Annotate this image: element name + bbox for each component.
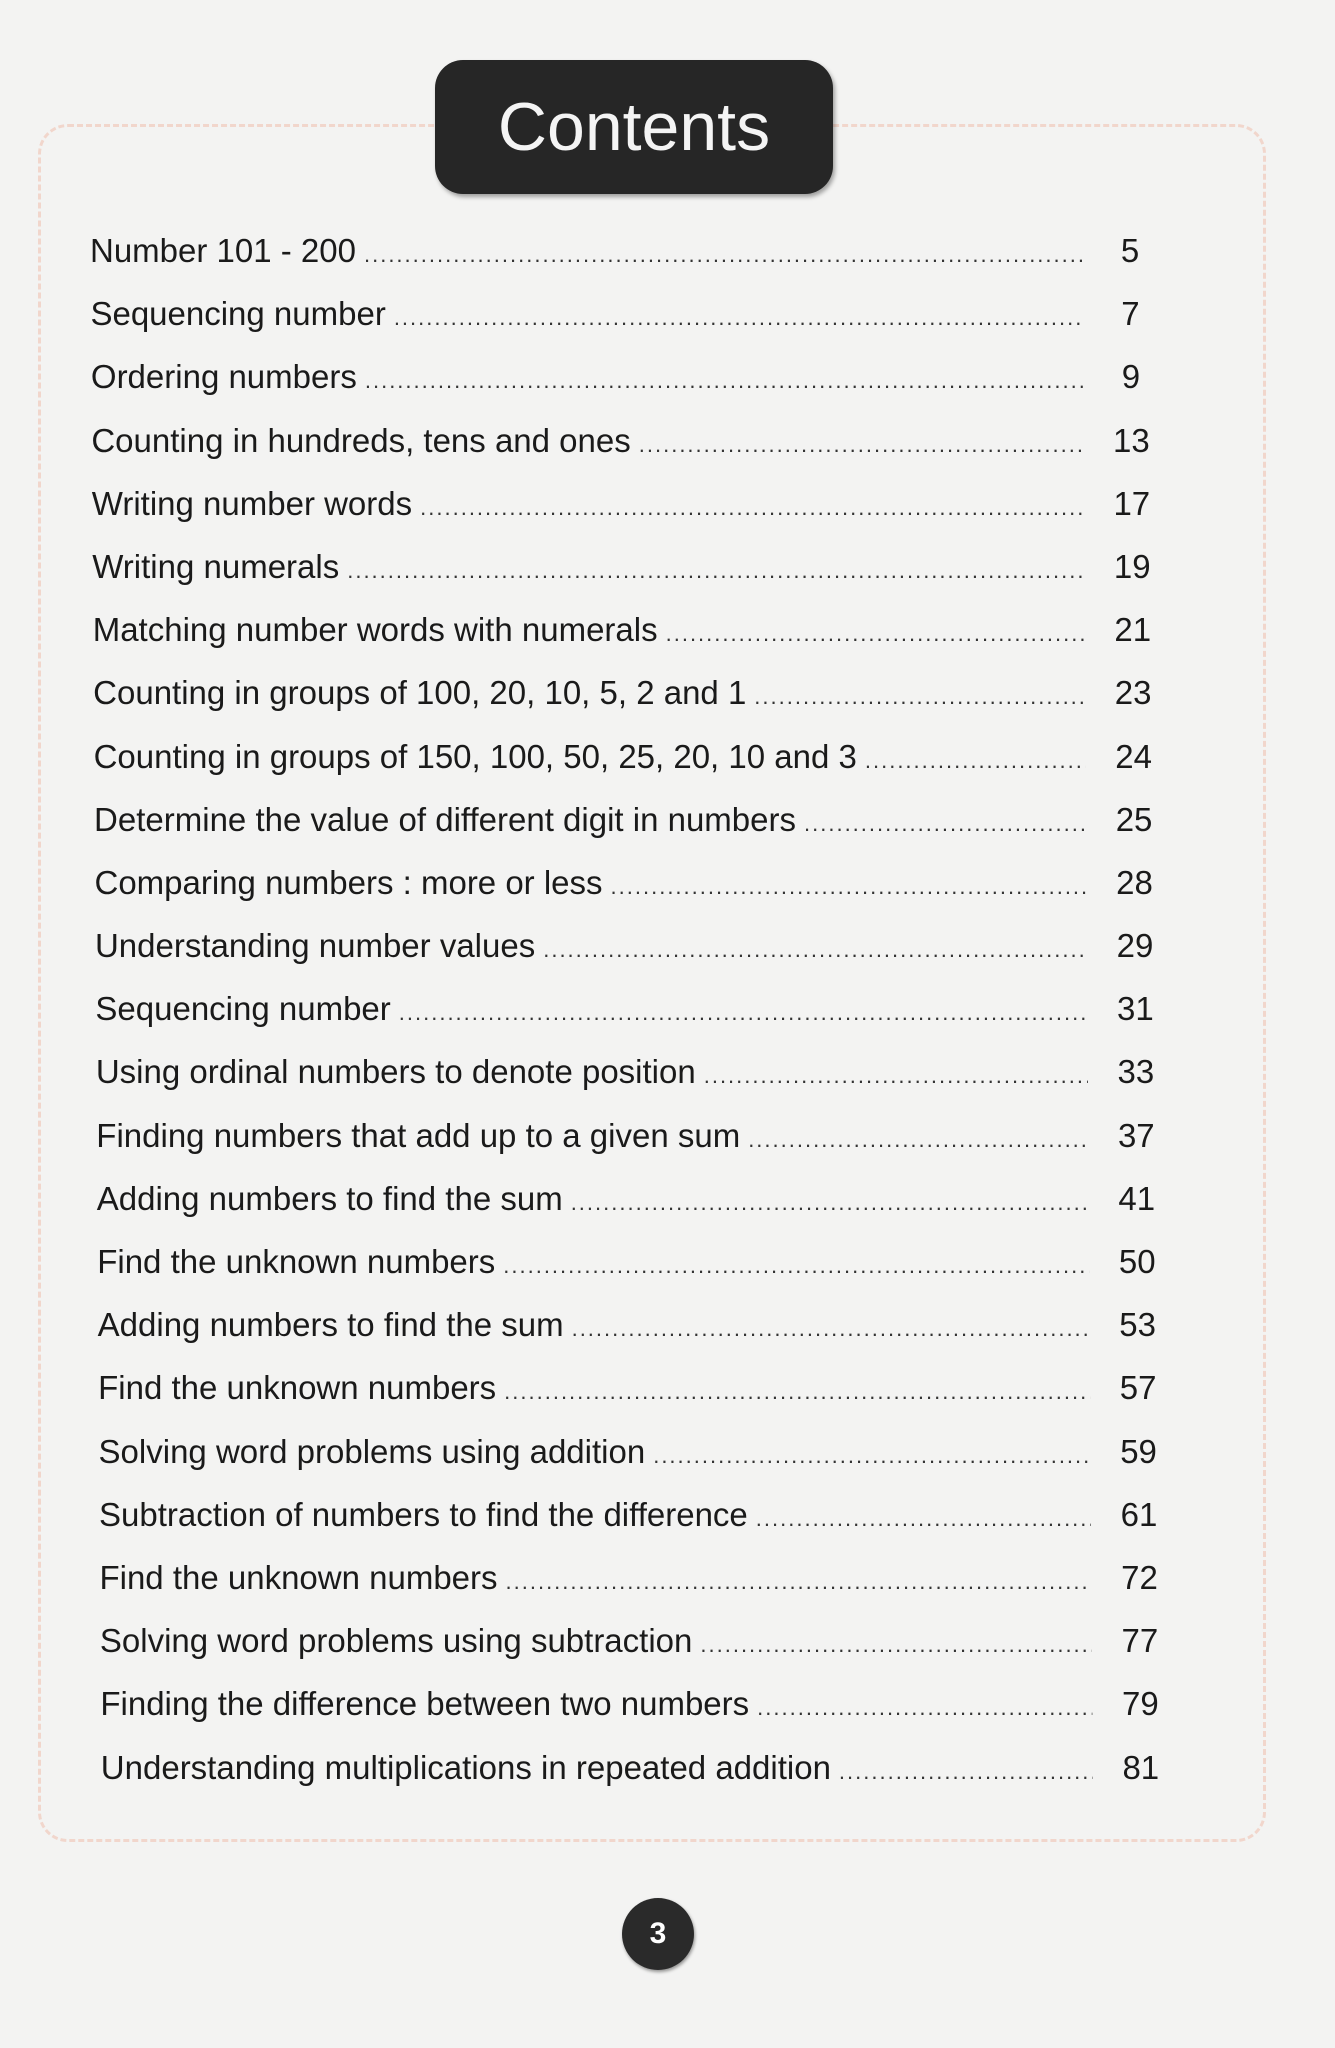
toc-entry-page: 31 xyxy=(1117,990,1154,1028)
toc-entry xyxy=(91,358,1171,421)
dot-leader xyxy=(756,1506,1091,1532)
toc-entry-title: Writing number words xyxy=(91,484,413,522)
toc-entry-page: 81 xyxy=(1122,1748,1160,1786)
toc-entry-page: 72 xyxy=(1121,1558,1158,1596)
toc-entry-page: 28 xyxy=(1116,863,1153,901)
toc-entry-title: Understanding multiplications in repeated addition xyxy=(100,1748,831,1786)
toc-entry xyxy=(100,1685,1180,1748)
toc-entry-title: Number 101 - 200 xyxy=(90,232,356,269)
dot-leader xyxy=(571,1190,1089,1216)
title-banner xyxy=(435,60,833,194)
toc-entry xyxy=(90,232,1170,295)
page-number-badge: 3 xyxy=(622,1898,694,1970)
toc-entry-title: Subtraction of numbers to find the difference xyxy=(99,1495,748,1533)
toc-entry xyxy=(90,295,1170,358)
toc-entry-title: Ordering numbers xyxy=(90,358,357,396)
toc-entry xyxy=(99,1559,1179,1622)
toc-entry-title: Sequencing number xyxy=(95,990,391,1028)
toc-entry-title: Counting in groups of 150, 100, 50, 25, 20, 10 and 3 xyxy=(93,737,857,775)
toc-entry-page: 25 xyxy=(1115,800,1153,838)
toc-entry xyxy=(101,1749,1181,1812)
toc-entry-title: Using ordinal numbers to denote position xyxy=(95,1053,696,1091)
toc-entry-title: Counting in groups of 100, 20, 10, 5, 2 and 1 xyxy=(93,674,747,712)
dot-leader xyxy=(666,621,1085,647)
toc-entry-title: Matching number words with numerals xyxy=(92,611,658,649)
toc-entry-page: 50 xyxy=(1118,1243,1156,1280)
toc-entry-title: Determine the value of different digit in numbers xyxy=(94,800,797,838)
toc-entry xyxy=(99,1496,1179,1559)
toc-entry xyxy=(94,738,1174,801)
toc-entry xyxy=(95,927,1175,990)
toc-entry-page: 59 xyxy=(1120,1432,1157,1470)
table-of-contents xyxy=(90,232,1170,1812)
toc-entry-page: 41 xyxy=(1118,1179,1156,1217)
toc-entry xyxy=(96,1053,1176,1116)
dot-leader xyxy=(504,1379,1090,1405)
dot-leader xyxy=(572,1316,1090,1342)
toc-entry-page: 5 xyxy=(1120,232,1140,269)
toc-entry-page: 37 xyxy=(1117,1116,1155,1154)
toc-entry xyxy=(96,1117,1176,1180)
dot-leader xyxy=(365,368,1083,394)
toc-entry xyxy=(92,548,1172,611)
toc-entry-page: 24 xyxy=(1115,737,1152,775)
toc-entry-title: Solving word problems using addition xyxy=(98,1432,646,1470)
toc-entry xyxy=(97,1243,1177,1306)
dot-leader xyxy=(611,874,1087,900)
dot-leader xyxy=(704,1063,1088,1089)
toc-entry-title: Find the unknown numbers xyxy=(97,1243,496,1280)
toc-entry xyxy=(97,1180,1177,1243)
dot-leader xyxy=(503,1253,1089,1279)
toc-entry-title: Understanding number values xyxy=(94,927,536,965)
dot-leader xyxy=(543,937,1087,963)
dot-leader xyxy=(347,558,1084,584)
toc-entry xyxy=(93,674,1173,737)
toc-entry-title: Counting in hundreds, tens and ones xyxy=(91,421,631,459)
toc-entry-page: 21 xyxy=(1114,611,1152,649)
toc-entry-title: Solving word problems using subtraction xyxy=(99,1622,693,1660)
toc-entry xyxy=(94,801,1174,864)
toc-entry-title: Sequencing number xyxy=(90,295,386,333)
toc-entry-page: 29 xyxy=(1116,927,1154,965)
toc-entry-title: Find the unknown numbers xyxy=(99,1558,498,1596)
toc-entry xyxy=(95,864,1175,927)
dot-leader xyxy=(394,305,1083,331)
dot-leader xyxy=(506,1569,1092,1595)
toc-entry-page: 57 xyxy=(1119,1369,1157,1407)
toc-entry-title: Find the unknown numbers xyxy=(98,1369,497,1407)
toc-entry-page: 19 xyxy=(1113,547,1151,585)
dot-leader xyxy=(748,1127,1088,1153)
toc-entry-title: Adding numbers to find the sum xyxy=(96,1179,563,1217)
toc-entry-page: 61 xyxy=(1120,1495,1158,1533)
toc-entry xyxy=(98,1369,1178,1432)
toc-entry-page: 33 xyxy=(1117,1053,1155,1091)
toc-entry-page: 9 xyxy=(1121,358,1141,396)
toc-entry xyxy=(95,990,1175,1053)
toc-entry-page: 13 xyxy=(1112,421,1150,459)
dot-leader xyxy=(757,1695,1092,1721)
toc-entry-page: 53 xyxy=(1119,1306,1157,1344)
toc-entry xyxy=(100,1622,1180,1685)
toc-entry xyxy=(92,485,1172,548)
toc-entry-page: 7 xyxy=(1121,295,1140,333)
page-title: Contents xyxy=(497,89,771,165)
toc-entry-page: 17 xyxy=(1113,484,1151,522)
dot-leader xyxy=(639,432,1084,458)
toc-entry xyxy=(99,1433,1179,1496)
dot-leader xyxy=(399,1000,1088,1026)
toc-entry-title: Writing numerals xyxy=(92,547,340,585)
dot-leader xyxy=(700,1632,1092,1658)
toc-entry-title: Comparing numbers : more or less xyxy=(94,863,603,901)
toc-entry-page: 77 xyxy=(1121,1622,1159,1660)
dot-leader xyxy=(865,748,1086,774)
dot-leader xyxy=(653,1443,1090,1469)
dot-leader xyxy=(839,1759,1093,1785)
dot-leader xyxy=(364,242,1082,268)
dot-leader xyxy=(754,684,1085,710)
dot-leader xyxy=(420,495,1084,521)
toc-entry-page: 79 xyxy=(1121,1685,1159,1723)
toc-entry-title: Finding the difference between two numbers xyxy=(100,1685,750,1723)
dot-leader xyxy=(804,811,1086,837)
toc-entry-page: 23 xyxy=(1114,674,1152,712)
toc-entry-title: Adding numbers to find the sum xyxy=(97,1306,564,1344)
toc-entry xyxy=(93,611,1173,674)
toc-entry xyxy=(98,1306,1178,1369)
toc-entry-title: Finding numbers that add up to a given sum xyxy=(96,1116,741,1154)
toc-entry xyxy=(91,422,1171,485)
